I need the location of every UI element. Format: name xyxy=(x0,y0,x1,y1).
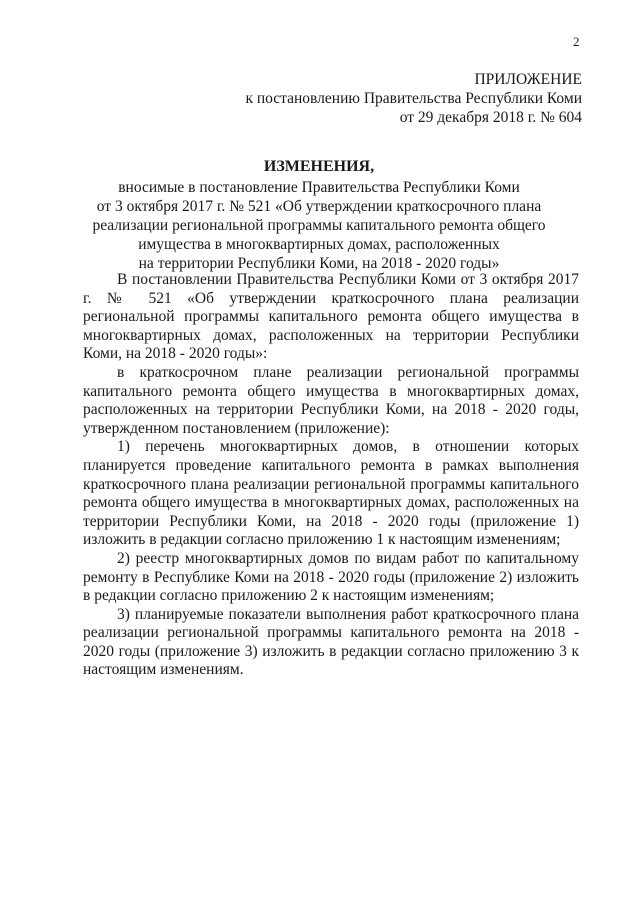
appendix-decree-date: от 29 декабря 2018 г. № 604 xyxy=(399,109,582,126)
body-paragraph: 3) планируемые показатели выполнения работ краткосрочного плана реализации региональной программы капитального ремонта на 2018 - 2020 годы (приложение 3) изложить в редакции согласно приложению 3 к настоящим изменениям. xyxy=(83,605,579,679)
body-paragraph: в краткосрочном плане реализации региональной программы капитального ремонта общего имущества в многоквартирных домах, расположенных на территории Республики Коми, на 2018 - 2020 годы, утвержденном постановлением (приложение): xyxy=(83,363,579,437)
document-heading xyxy=(60,157,578,273)
heading-line: от 3 октября 2017 г. № 521 «Об утверждении краткосрочного плана xyxy=(96,198,542,215)
page-number: 2 xyxy=(573,34,580,49)
appendix-decree-reference: к постановлению Правительства Республики Коми xyxy=(245,90,582,107)
heading-line: реализации региональной программы капитального ремонта общего xyxy=(92,217,546,234)
heading-line: на территории Республики Коми, на 2018 - 2020 годы» xyxy=(138,255,500,272)
heading-line: имущества в многоквартирных домах, расположенных xyxy=(138,236,500,253)
body-paragraph: 2) реестр многоквартирных домов по видам работ по капитальному ремонту в Республике Коми на 2018 - 2020 годы (приложение 2) изложить в редакции согласно приложению 2 к настоящим изменениям; xyxy=(83,549,579,605)
appendix-title: ПРИЛОЖЕНИЕ xyxy=(474,71,582,88)
document-title: ИЗМЕНЕНИЯ, xyxy=(263,158,375,175)
body-paragraph: 1) перечень многоквартирных домов, в отношении которых планируется проведение капитального ремонта в рамках выполнения краткосрочного плана реализации региональной программы капитального ремонта общего имущества в многоквартирных домах, расположенных на территории Республики Коми, на 2018 - 2020 годы (приложение 1) изложить в редакции согласно приложению 1 к настоящим изменениям; xyxy=(83,438,579,549)
appendix-block xyxy=(245,70,582,127)
body-paragraph: В постановлении Правительства Республики Коми от 3 октября 2017 г. № 521 «Об утверждении краткосрочного плана реализации региональной программы капитального ремонта общего имущества в многоквартирных домах, расположенных на территории Республики Коми, на 2018 - 2020 годы»: xyxy=(83,271,579,363)
heading-line: вносимые в постановление Правительства Республики Коми xyxy=(118,179,520,196)
document-body xyxy=(83,271,579,680)
